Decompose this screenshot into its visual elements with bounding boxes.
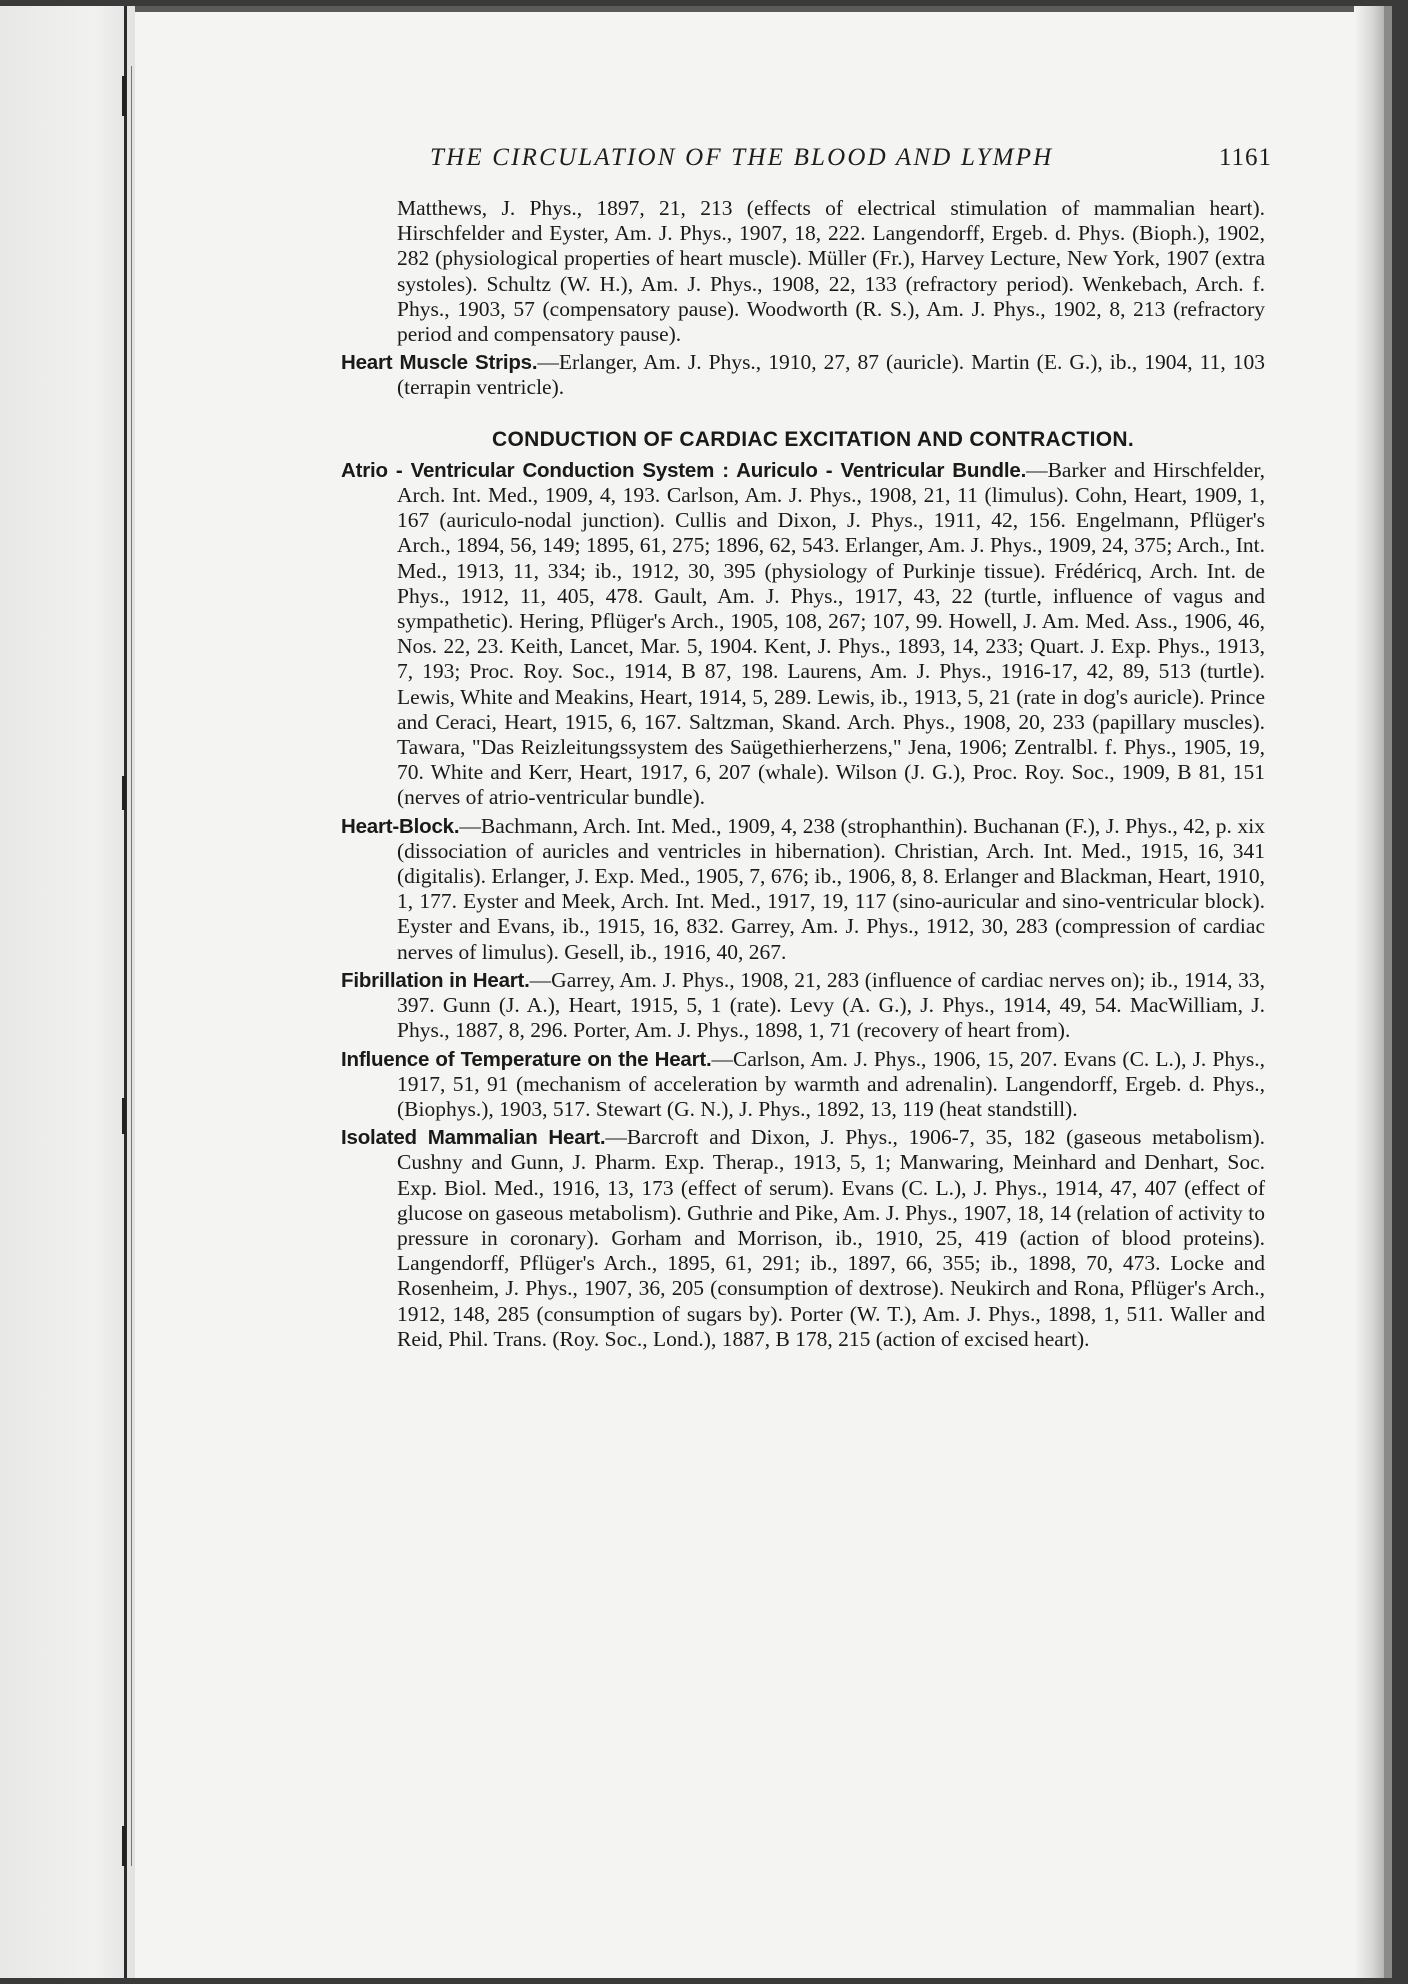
entry-heading: Influence of Temperature on the Heart. [341,1047,712,1071]
spine-line [124,6,127,1978]
reference-text: —Barker and Hirschfelder, Arch. Int. Med., 1909, 4, 193. Carlson, Am. J. Phys., 1908, 21, 11 (limulus). Cohn, Heart, 1909, 1, 167 (auriculo-nodal junction). Cullis and Dixon, J. Phys., 1911, 42, 156. Engelmann, Pflüger's Arch., 1894, 56, 149; 1895, 61, 275; 1896, 62, 543. Erlanger, Am. J. Phys., 1909, 24, 375; Arch., Int. Med., 1913, 11, 334; ib., 1912, 30, 395 (physiology of Purkinje tissue). Frédéricq, Arch. Int. de Phys., 1912, 11, 405, 478. Gault, Am. J. Phys., 1917, 43, 22 (turtle, influence of vagus and sympathetic). Hering, Pflüger's Arch., 1905, 108, 267; 107, 99. Howell, J. Am. Med. Ass., 1906, 46, Nos. 22, 23. Keith, Lancet, Mar. 5, 1904. Kent, J. Phys., 1893, 14, 233; Quart. J. Exp. Phys., 1913, 7, 193; Proc. Roy. Soc., 1914, B 87, 198. Laurens, Am. J. Phys., 1916-17, 42, 89, 513 (turtle). Lewis, White and Meakins, Heart, 1914, 5, 289. Lewis, ib., 1913, 5, 21 (rate in dog's auricle). Prince and Ceraci, Heart, 1915, 6, 167. Saltzman, Skand. Arch. Phys., 1908, 20, 233 (papillary muscles). Tawara, "Das Reizleitungssystem des Saügethierherzens," Jena, 1906; Zentralbl. f. Phys., 1905, 19, 70. White and Kerr, Heart, 1917, 6, 207 (whale). Wilson (J. G.), Proc. Roy. Soc., 1909, B 81, 151 (nerves of atrio-ventricular bundle). [397,457,1265,810]
spine-stitch-mark [122,76,126,116]
book-page [0,6,1392,1978]
reference-text: —Carlson, Am. J. Phys., 1906, 15, 207. Evans (C. L.), J. Phys., 1917, 51, 91 (mechanism of acceleration by warmth and adrenalin). Langendorff, Ergeb. d. Phys., (Biophys.), 1903, 517. Stewart (G. N.), J. Phys., 1892, 13, 119 (heat standstill). [397,1046,1266,1121]
section-heading: CONDUCTION OF CARDIAC EXCITATION AND CONTRACTION. [492,427,1134,451]
spine-stitch-mark [122,776,126,810]
spine-stitch-mark [122,1826,126,1866]
entry-heading: Isolated Mammalian Heart. [341,1126,606,1150]
book-spine [0,6,135,1978]
running-title: THE CIRCULATION OF THE BLOOD AND LYMPH [430,144,1054,171]
reference-entry [341,968,1265,1044]
entry-heading: Heart Muscle Strips. [341,351,538,375]
reference-text: Matthews, J. Phys., 1897, 21, 213 (effects of electrical stimulation of mammalian heart). Hirschfelder and Eyster, Am. J. Phys., 1907, 18, 222. Langendorff, Ergeb. d. Phys. (Bioph.), 1902, 282 (physiological properties of heart muscle). Müller (Fr.), Harvey Lecture, New York, 1907 (extra systoles). Schultz (W. H.), Am. J. Phys., 1908, 22, 133 (refractory period). Wenkebach, Arch. f. Phys., 1903, 57 (compensatory pause). Woodworth (R. S.), Am. J. Phys., 1902, 8, 213 (refractory period and compensatory pause). [397,196,1265,347]
reference-entry [341,814,1265,965]
entry-heading: Heart-Block. [341,814,460,838]
page-right-edge [1354,6,1384,1978]
entry-heading: Atrio - Ventricular Conduction System : Auriculo - Ventricular Bundle. [341,458,1027,482]
reference-paragraph [341,196,1265,347]
reference-text: —Erlanger, Am. J. Phys., 1910, 27, 87 (auricle). Martin (E. G.), ib., 1904, 11, 103 (terrapin ventricle). [397,350,1266,400]
reference-entry [341,1125,1265,1352]
reference-entry [341,458,1265,811]
running-header [430,144,1272,178]
page-number: 1161 [1218,144,1272,171]
spine-stitch-mark [122,1098,126,1134]
reference-text: —Bachmann, Arch. Int. Med., 1909, 4, 238 (strophanthin). Buchanan (F.), J. Phys., 42, p. xix (dissociation of auricles and ventricles in hibernation). Christian, Arch. Int. Med., 1915, 16, 341 (digitalis). Erlanger, J. Exp. Med., 1905, 7, 676; ib., 1906, 8, 8. Erlanger and Blackman, Heart, 1910, 1, 177. Eyster and Meek, Arch. Int. Med., 1917, 19, 117 (sino-auricular and sino-ventricular block). Eyster and Evans, ib., 1915, 16, 832. Garrey, Am. J. Phys., 1912, 30, 283 (compression of cardiac nerves of limulus). Gesell, ib., 1916, 40, 267. [397,813,1265,964]
page-content [341,196,1265,1355]
page-top-edge [120,6,1384,12]
spine-line-inner [131,66,132,1866]
entry-heading: Fibrillation in Heart. [341,968,530,992]
reference-entry [341,350,1265,400]
reference-text: —Garrey, Am. J. Phys., 1908, 21, 283 (influence of cardiac nerves on); ib., 1914, 33, 397. Gunn (J. A.), Heart, 1915, 5, 1 (rate). Levy (A. G.), J. Phys., 1914, 49, 54. MacWilliam, J. Phys., 1887, 8, 296. Porter, Am. J. Phys., 1898, 1, 71 (recovery of heart from). [397,967,1265,1043]
reference-text: —Barcroft and Dixon, J. Phys., 1906-7, 35, 182 (gaseous metabolism). Cushny and Gunn, J. Pharm. Exp. Therap., 1913, 5, 1; Manwaring, Meinhard and Denhart, Soc. Exp. Biol. Med., 1916, 13, 173 (effect of serum). Evans (C. L.), J. Phys., 1914, 47, 407 (effect of glucose on gaseous metabolism). Guthrie and Pike, Am. J. Phys., 1907, 18, 14 (relation of activity to pressure in coronary). Gorham and Morrison, ib., 1910, 25, 419 (action of blood proteins). Langendorff, Pflüger's Arch., 1895, 61, 291; ib., 1897, 66, 355; ib., 1898, 70, 473. Locke and Rosenheim, J. Phys., 1907, 36, 205 (consumption of dextrose). Neukirch and Rona, Pflüger's Arch., 1912, 148, 285 (consumption of sugars by). Porter (W. T.), Am. J. Phys., 1898, 1, 511. Waller and Reid, Phil. Trans. (Roy. Soc., Lond.), 1887, B 178, 215 (action of excised heart). [397,1125,1265,1351]
reference-entry [341,1047,1265,1123]
